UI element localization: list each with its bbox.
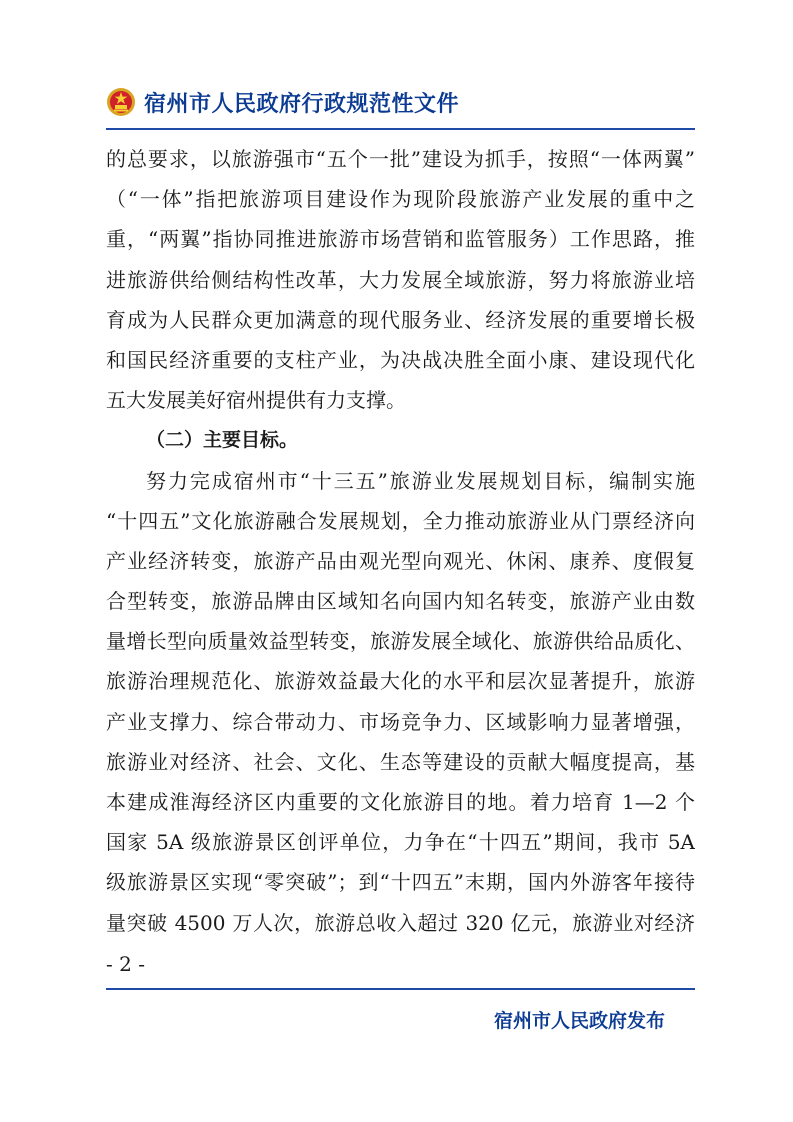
body-line: 量增长型向质量效益型转变，旅游发展全域化、旅游供给品质化、 [106, 629, 695, 654]
page-number: - 2 - [106, 952, 145, 976]
body-line: 量突破 4500 万人次，旅游总收入超过 320 亿元，旅游业对经济 [106, 910, 695, 935]
document-header-title: 宿州市人民政府行政规范性文件 [144, 91, 460, 117]
body-line: 旅游治理规范化、旅游效益最大化的水平和层次显著提升，旅游 [106, 669, 695, 694]
body-line: 国家 5A 级旅游景区创评单位，力争在“十四五”期间，我市 5A [106, 830, 695, 855]
footer-publisher: 宿州市人民政府发布 [493, 1010, 665, 1032]
body-line: “十四五”文化旅游融合发展规划，全力推动旅游业从门票经济向 [106, 508, 695, 533]
body-line: 级旅游景区实现“零突破”；到“十四五”末期，国内外游客年接待 [106, 870, 695, 895]
footer-divider [106, 988, 695, 990]
body-line: 本建成淮海经济区内重要的文化旅游目的地。着力培育 1—2 个 [106, 790, 695, 814]
body-line: 产业经济转变，旅游产品由观光型向观光、休闲、康养、度假复 [106, 548, 695, 573]
body-line: 合型转变，旅游品牌由区域知名向国内知名转变，旅游产业由数 [106, 589, 695, 614]
body-line: 五大发展美好宿州提供有力支撑。 [106, 388, 406, 413]
body-line: 产业支撑力、综合带动力、市场竞争力、区域影响力显著增强， [106, 709, 695, 734]
body-line: 的总要求，以旅游强市“五个一批”建设为抓手，按照“一体两翼” [106, 147, 695, 171]
body-line: 育成为人民群众更加满意的现代服务业、经济发展的重要增长极 [106, 307, 695, 332]
body-line: （“一体”指把旅游项目建设作为现阶段旅游产业发展的重中之 [106, 187, 695, 212]
document-body [106, 139, 695, 943]
document-header [106, 82, 459, 122]
body-line: 重，“两翼”指协同推进旅游市场营销和监管服务）工作思路，推 [106, 227, 695, 252]
national-emblem-icon [106, 87, 136, 117]
body-line: 旅游业对经济、社会、文化、生态等建设的贡献大幅度提高，基 [106, 749, 695, 774]
section-heading: （二）主要目标。 [146, 429, 299, 452]
body-line: 进旅游供给侧结构性改革，大力发展全域旅游，努力将旅游业培 [106, 267, 695, 292]
body-line: 努力完成宿州市“十三五”旅游业发展规划目标，编制实施 [146, 468, 695, 493]
header-divider [106, 128, 695, 130]
body-line: 和国民经济重要的支柱产业，为决战决胜全面小康、建设现代化 [106, 347, 695, 372]
